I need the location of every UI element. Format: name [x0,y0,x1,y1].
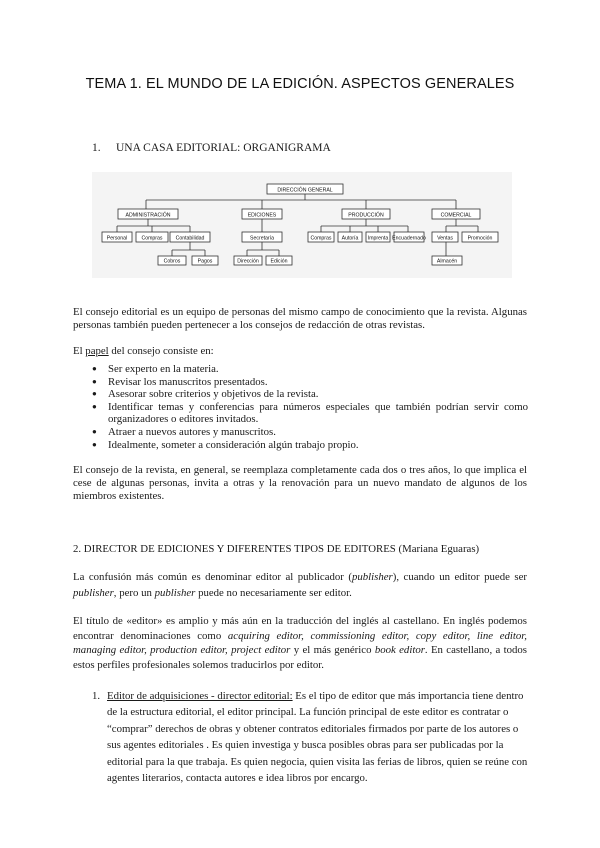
paragraph-editor-titles: El título de «editor» es amplio y más aún en la traducción del inglés al castellano. En inglés podemos encontrar denominaciones como acquiring editor, commissioning editor, copy editor, line editor, managing editor, production editor, project editor y el más genérico book editor. En castellano, a todos estos perfiles profesionales solemos traducirlos por editor. [73,615,527,671]
org-node: Pagos [197,258,213,265]
item-label: Editor de adquisiciones - director editorial: [107,690,293,702]
list-item: ● Ser experto en la materia. [92,363,528,376]
org-node: Encuadernado [392,235,426,242]
org-node: Cobros [163,258,181,265]
org-root: DIRECCIÓN GENERAL [277,187,333,194]
org-node: Autoría [341,235,359,242]
org-node: Promoción [467,235,493,242]
org-node: Secretaría [250,235,274,242]
org-node: Almacén [436,258,458,265]
section-1-heading [92,142,331,154]
paragraph-renewal: El consejo de la revista, en general, se reemplaza completamente cada dos o tres años, lo que implica el cese de algunas personas, invita a otras y la renovación para un nuevo mandato de algunos de los miembros existentes. [73,464,527,502]
section-2-heading: 2. DIRECTOR DE EDICIONES Y DIFERENTES TIPOS DE EDITORES (Mariana Eguaras) [73,543,480,555]
section-1-text: UNA CASA EDITORIAL: ORGANIGRAMA [116,142,331,154]
org-dept-admin: ADMINISTRACIÓN [125,212,171,219]
org-chart [92,172,512,278]
numbered-item-acquisitions [92,688,528,786]
list-item: ● Atraer a nuevos autores y manuscritos. [92,426,528,439]
org-dept-produccion: PRODUCCIÓN [348,212,384,219]
page-title: TEMA 1. EL MUNDO DE LA EDICIÓN. ASPECTOS GENERALES [85,76,515,92]
role-bullet-list [92,363,528,451]
item-number: 1. [92,690,101,702]
paragraph-publisher: La confusión más común es denominar editor al publicador (publisher), cuando un editor puede ser publisher, pero un publisher puede no necesariamente ser editor. [73,571,527,599]
list-item: ● Idealmente, someter a consideración algún trabajo propio. [92,439,528,452]
org-node: Ventas [437,235,453,242]
org-node: Compras [141,235,163,242]
org-node: Edición [270,258,288,265]
org-node: Compras [310,235,332,242]
list-item: ● Asesorar sobre criterios y objetivos de la revista. [92,388,528,401]
org-node: Contabilidad [175,235,205,242]
org-node: Personal [106,235,128,242]
org-node: Imprenta [367,235,389,242]
org-node: Dirección [237,258,259,265]
paragraph-role-intro: El papel del consejo consiste en: [73,345,214,357]
org-dept-ediciones: EDICIONES [247,212,277,219]
org-dept-comercial: COMERCIAL [440,212,472,219]
underlined-word: papel [85,345,109,357]
list-item: ● Revisar los manuscritos presentados. [92,376,528,389]
section-1-number: 1. [92,142,101,154]
paragraph-consejo: El consejo editorial es un equipo de personas del mismo campo de conocimiento que la revista. Algunas personas también pueden pertenecer a los consejos de redacción de otras revistas. [73,306,527,331]
list-item: ● Identificar temas y conferencias para números especiales que también podrían servir como organizadores o editores invitados. [92,401,528,426]
item-text: Es el tipo de editor que más importancia tiene dentro de la estructura editorial, el editor principal. La función principal de este editor es contratar o “comprar” derechos de obras y obtener contratos editoriales firmados por parte de los autores o sus agentes editoriales . Es quien investiga y busca posibles obras para ser publicadas por la editorial para la que trabaja. Es quien negocia, quien visita las ferias de libros, quien se reúne con agentes literarios, contacta autores e idea libros por encargo. [107,690,528,785]
